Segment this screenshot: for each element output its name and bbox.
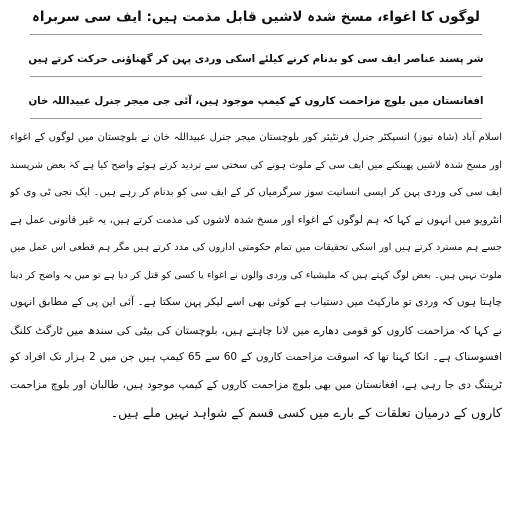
article-line: افسوسناک ہے۔ انکا کہنا تھا کہ اسوقت مزاحمت کاروں کے 60 سے 65 کیمپ ہیں جن میں 2 ہزار تک افراد کو bbox=[10, 351, 502, 363]
headline-tertiary: افغانستان میں بلوچ مزاحمت کاروں کے کیمپ موجود ہیں، آئی جی میجر جنرل عبیداللہ خان bbox=[28, 95, 484, 107]
headline-divider bbox=[30, 76, 482, 77]
article-line: کاروں کے درمیان تعلقات کے بارے میں کسی قسم کے شواہد نہیں ملے ہیں۔ bbox=[110, 405, 502, 420]
article-line: چاہتا ہوں کہ وردی تو مارکیٹ میں دستیاب ہے کوئی بھی اسے لیکر پہن سکتا ہے۔ آئی این پی کے مطابق انہوں bbox=[10, 296, 502, 308]
headline-secondary: شر پسند عناصر ایف سی کو بدنام کرنے کیلئے اسکی وردی پہن کر گھناؤنی حرکت کرتے ہیں bbox=[28, 53, 484, 65]
headline-divider bbox=[30, 118, 482, 119]
article-line: ایف سی کی وردی پہن کر ایسی انسانیت سوز سرگرمیاں کر کے ایف سی کو بدنام کر رہے ہیں۔ ایک نجی ٹی وی کو bbox=[10, 187, 502, 198]
article-line: جسے ہم مسترد کرتے ہیں اور اسکی تحقیقات میں تمام حکومتی اداروں کی مدد کرتے ہیں مگر ہم قطعی اس عمل میں bbox=[10, 242, 502, 253]
article-line: ٹریننگ دی جا رہی ہے، افغانستان میں بھی بلوچ مزاحمت کاروں کے کیمپ موجود ہیں، طالبان اور بلوچ مزاحمت bbox=[10, 378, 502, 391]
article-line: اسلام آباد (شاہ نیوز) انسپکٹر جنرل فرنٹیئر کور بلوچستان میجر جنرل عبیداللہ خان نے بلوچستان میں لوگوں کے اغواء bbox=[10, 132, 502, 143]
article-line: نے کہا کہ مزاحمت کاروں کو قومی دھارے میں لانا چاہتے ہیں، بلوچستان کی بیٹی کی سندھ میں ٹارگٹ کلنگ bbox=[10, 323, 502, 337]
article-line: ملوث نہیں ہیں۔ بعض لوگ کہتے ہیں کہ ملیشیاء کی وردی والوں نے اغواء یا کسی کو قتل کر دیا ہے تو میں یہ واضح کر دینا bbox=[10, 269, 502, 281]
headline-main: لوگوں کا اغواء، مسخ شدہ لاشیں قابل مذمت ہیں: ایف سی سربراہ bbox=[32, 9, 480, 25]
article-line: اور مسخ شدہ لاشیں پھینکنے میں ایف سی کے ملوث ہونے کی سختی سے تردید کرتے ہوئے واضح کیا ہے کہ بعض شرپسند bbox=[10, 159, 502, 171]
article-line: انٹرویو میں انہوں نے کہا کہ ہم لوگوں کے اغواء اور مسخ شدہ لاشوں کی مذمت کرتے ہیں، یہ غیر قانونی عمل ہے bbox=[10, 213, 502, 226]
article-body bbox=[10, 124, 502, 508]
headline-divider bbox=[30, 34, 482, 35]
